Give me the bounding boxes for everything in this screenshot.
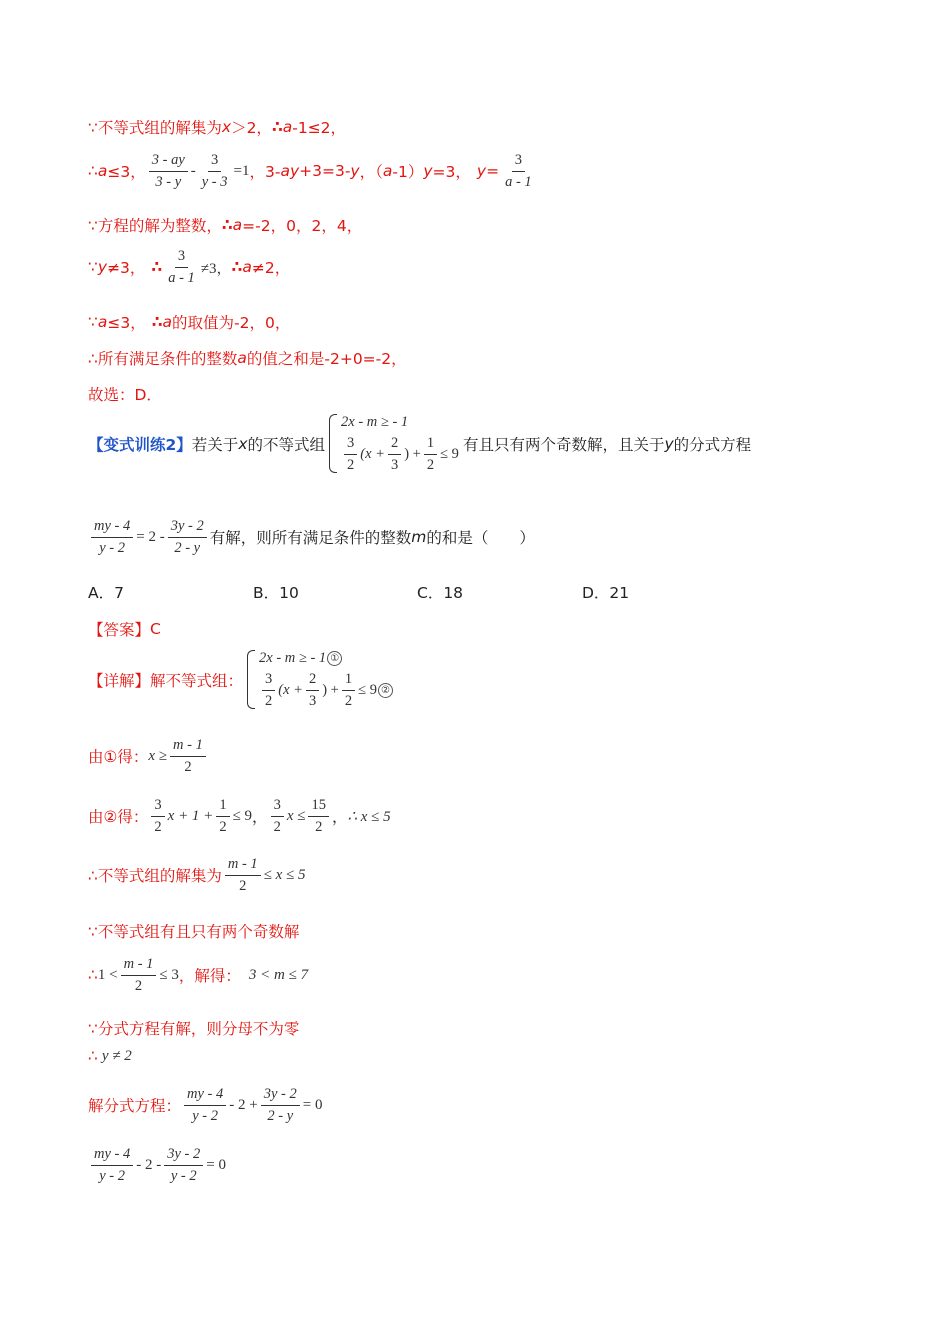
option-b: B．10	[253, 584, 299, 602]
fraction: $\frac{3}{a - 1}$	[168, 248, 195, 286]
step-5: ∴ 1 < $\frac{m - 1}{2}$ ≤ 3 ，解得： 3 < m ≤ 7	[88, 956, 309, 994]
step-1: 由①得： x ≥ $\frac{m - 1}{2}$	[88, 737, 209, 775]
question-line-1: 【变式训练2】 若关于 x 的不等式组 2x - m ≥ - 1 $\frac{3}{2}$ (x + $\frac{2}{3}$ ) + $\frac{1}{2}$ ≤ 9 有且只有两个奇数解，且关于 y 的分式方程	[88, 414, 752, 473]
solution-line-1: ∵不等式组的解集为 x ＞2， ∴ a -1≤2，	[88, 118, 347, 137]
step-9: $\frac{my - 4}{y - 2}$ - 2 - $\frac{3y - 2}{y - 2}$ = 0	[88, 1146, 226, 1184]
fraction: $\frac{3 - ay}{3 - y}$	[149, 152, 188, 190]
fraction: $\frac{my - 4}{y - 2}$	[91, 518, 133, 556]
step-2: 由②得： $\frac{3}{2}$ x + 1 + $\frac{1}{2}$ ≤ 9 ， $\frac{3}{2}$ x ≤ $\frac{15}{2}$ ， ∴ x ≤ 5	[88, 797, 391, 835]
solution-line-2: ∴ a ≤3， $\frac{3 - ay}{3 - y}$ - $\frac{3}{y - 3}$ =1 ，3- ay +3=3- y ，（ a -1） y =3， y = $\frac{3}{a - 1}$	[88, 152, 538, 190]
question-line-2: $\frac{my - 4}{y - 2}$ = 2 - $\frac{3y - 2}{2 - y}$ 有解，则所有满足条件的整数 m 的和是（ ）	[88, 518, 535, 556]
fraction: $\frac{3}{y - 3}$	[201, 152, 228, 190]
option-a: A．7	[88, 584, 124, 602]
inequality-system: 2x - m ≥ - 1 ① $\frac{3}{2}$ (x + $\frac{2}{3}$ ) + $\frac{1}{2}$ ≤ 9 ②	[247, 650, 393, 709]
question-tag: 【变式训练2】	[88, 435, 192, 454]
solution-line-6: ∴所有满足条件的整数 a 的值之和是-2+0=-2，	[88, 349, 407, 368]
detail-line: 【详解】 解不等式组： 2x - m ≥ - 1 ① $\frac{3}{2}$ (x + $\frac{2}{3}$ ) + $\frac{1}{2}$ ≤ 9 ②	[88, 650, 397, 709]
step-4: ∵不等式组有且只有两个奇数解	[88, 923, 300, 941]
inequality-system: 2x - m ≥ - 1 $\frac{3}{2}$ (x + $\frac{2}{3}$ ) + $\frac{1}{2}$ ≤ 9	[329, 414, 459, 473]
option-c: C．18	[417, 584, 464, 602]
fraction: $\frac{3y - 2}{2 - y}$	[168, 518, 207, 556]
solution-line-3: ∵方程的解为整数， ∴ a =-2，0，2，4，	[88, 216, 363, 235]
solution-line-7: 故选：D．	[88, 386, 162, 404]
fraction: $\frac{3}{a - 1}$	[505, 152, 532, 190]
answer-line: 【答案】 C	[88, 620, 161, 639]
step-8: 解分式方程： $\frac{my - 4}{y - 2}$ - 2 + $\frac{3y - 2}{2 - y}$ = 0	[88, 1086, 323, 1124]
step-3: ∴不等式组的解集为 $\frac{m - 1}{2}$ ≤ x ≤ 5	[88, 856, 306, 894]
step-6: ∵分式方程有解，则分母不为零	[88, 1020, 300, 1038]
step-7: ∴ y ≠ 2	[88, 1047, 132, 1065]
solution-line-4: ∵ y ≠3， ∴ $\frac{3}{a - 1}$ ≠3， ∴ a ≠2，	[88, 248, 291, 286]
option-d: D．21	[582, 584, 630, 602]
solution-line-5: ∵ a ≤3， ∴ a 的取值为-2，0，	[88, 313, 291, 332]
